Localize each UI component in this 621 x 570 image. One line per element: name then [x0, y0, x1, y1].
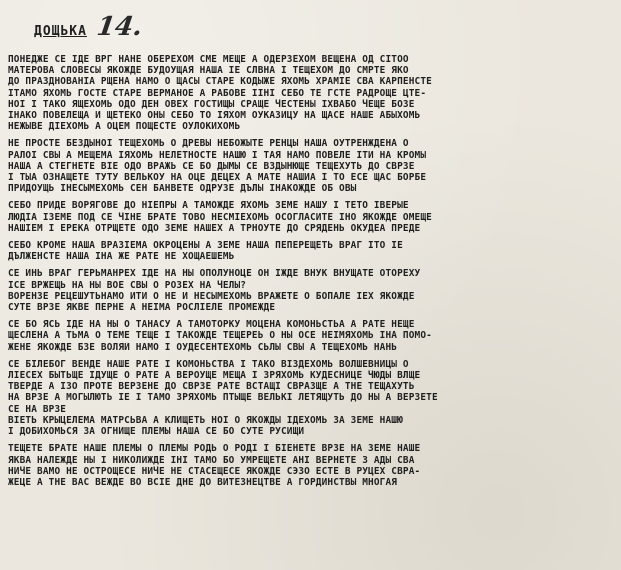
text-line: ЛЮДІА ІЗЕМЕ ПОД СЕ ЧІНЕ БРАТЕ ТОВО НЕСМІЕХОМЬ ОСОГЛАСИТЕ ІНО ЯКОЖДЕ ОМЕЩЕ [8, 211, 432, 223]
text-line: НЕЖЫВЕ ДІЕХОМЬ А ОЦЕМ ПОЩЕСТЕ ОУЛОКИХОМЬ [8, 121, 241, 133]
text-line: СУТЕ ВРЗЕ ЯКВЕ ПЕРНЕ А НЕІМА РОСЛІЕЛЕ ПРОМЕЖДЕ [8, 302, 276, 314]
text-line: НА ВРЗЕ А МОГЫЛЮТЬ ІЕ І ТАМО ЗРЯХОМЬ ПТЫЩЕ ВЕЛЬКІ ЛЕТЯЩУТЬ ДО НЫ А ВЕРЗЕТЕ [8, 392, 438, 404]
text-line: РАЛОІ СВЫ А МЕЩЕМА ІЯХОМЬ НЕЛЕТНОСТЕ НАШЮ І ТАЯ НАМО ПОВЕЛЕ ІТИ НА КРОМЫ [8, 149, 427, 161]
text-line: І ТЫА ОЗНАЩЕТЕ ТУТУ ВЕЛЬКОУ НА ОЦЕ ДЕЦЕХ А МАТЕ НАШИА І ТО ЕСЕ ЩАС БОРБЕ [8, 172, 427, 184]
text-line: НАШІЕМ І ЕРЕКА ОТРЩЕТЕ ОДО ЗЕМЕ НАШЕХ А ТРНОУТЕ ДО СРЯДЕНЬ ОКУДЕА ПРЕДЕ [8, 222, 421, 234]
paragraph [8, 268, 616, 313]
document-body [8, 54, 616, 494]
text-line: ЯКВА НАЛЕЖДЕ НЫ І НИКОЛИЖДЕ ІНІ ТАМО БО УМРЕЩЕТЕ АНІ ВЕРНЕТЕ З АДЫ СВА [8, 454, 415, 466]
text-line: ВІЕТЬ КРЫЦЕЛЕМА МАТРСЬВА А КЛИЩЕТЬ НОІ О ЯКОЖДЫ ІДЕХОМЬ ЗА ЗЕМЕ НАШЮ [8, 414, 403, 426]
text-line: ЛІЕСЕХ БЫТЬЩЕ ІДУЩЕ О РАТЕ А ВЕРОУЩЕ МЕЩА І ЗРЯХОМЬ КУДЕСНИЦЕ ЧЮДЫ ВЛЩЕ [8, 370, 421, 382]
text-line: НЕ ПРОСТЕ БЕЗДЫНОІ ТЕЩЕХОМЬ О ДРЕВЫ НЕБОЖЫТЕ РЕНЦЫ НАША ОУТРЕНЖДЕНА О [8, 138, 409, 150]
paragraph [8, 138, 616, 194]
paragraph [8, 443, 616, 488]
text-line: СЕБО КРОМЕ НАША ВРАЗІЕМА ОКРОЦЕНЫ А ЗЕМЕ НАША ПЕПЕРЕЩЕТЬ ВРАГ ІТО ІЕ [8, 240, 403, 252]
text-line: І ДОБИХОМЬСЯ ЗА ОГНИЩЕ ПЛЕМЫ НАША СЕ БО СУТЕ РУСИЩИ [8, 426, 305, 438]
paragraph [8, 200, 616, 234]
text-line: ДО ПРАЗДНОВАНІА РЩЕНА НАМО О ЩАСЫ СТАРЕ КОДЫЖЕ ЯХОМЬ ХРАМІЕ СВА КАРПЕНСТЕ [8, 76, 432, 88]
text-line: НАША А СТЕГНЕТЕ ВІЕ ОДО ВРАЖЬ СЕ БО ДЫМЫ СЕ ВЗДЫНЮЩЕ ТЕЩЕХУТЬ ДО СВРЗЕ [8, 160, 415, 172]
paragraph [8, 359, 616, 437]
paragraph [8, 240, 616, 262]
text-line: ЖЕЦЕ А ТНЕ ВАС ВЕЖДЕ ВО ВСІЕ ДНЕ ДО ВИТЕЗНЕЦТВЕ А ГОРДИНСТВЫ МНОГАЯ [8, 476, 398, 488]
text-line: ІСЕ ВРЖЕЩЬ НА НЫ ВОЕ СВЫ О РОЗЕХ НА ЧЕЛЫ? [8, 279, 247, 291]
text-line: ДЪЛЖЕНСТЕ НАША ІНА ЖЕ РАТЕ НЕ ХОЩАЕШЕМЬ [8, 251, 235, 263]
text-line: НИЧЕ ВАМО НЕ ОСТРОЩЕСЕ НИЧЕ НЕ СТАСЕЩЕСЕ ЯКОЖДЕ СЭЗО ЕСТЕ В РУЦЕХ СВРА- [8, 465, 421, 477]
page-title [34, 12, 145, 42]
text-line: НОІ І ТАКО ЯЩЕХОМЬ ОДО ДЕН ОВЕХ ГОСТИЩЫ СРАЩЕ ЧЕСТЕНЫ ІХВАБО ЧЕЩЕ БОЗЕ [8, 98, 415, 110]
text-line: СЕБО ПРИДЕ ВОРЯГОВЕ ДО НІЕПРЫ А ТАМОЖДЕ ЯХОМЬ ЗЕМЕ НАШУ І ТЕТО ІВЕРЫЕ [8, 200, 409, 212]
text-line: ВОРЕНЗЕ РЕЦЕШУТЬНАМО ИТИ О НЕ И НЕСЫМЕХОМЬ ВРАЖЕТЕ О БОПАЛЕ ІЕХ ЯКОЖДЕ [8, 290, 415, 302]
text-line: ІНАКО ПОВЕЛЕЩА И ЩЕТЕКО ОНЫ СЕБО ТО ІЯХОМ ОУКАЗИЦУ НА ЩАСЕ НАШЕ АБЫХОМЬ [8, 110, 421, 122]
text-line: СЕ ИНЬ ВРАГ ГЕРЬМАНРЕХ ІДЕ НА НЫ ОПОЛУНОЦЕ ОН ІЖДЕ ВНУК ВНУЩАТЕ ОТОРЕХУ [8, 268, 421, 280]
text-line: ПРИДОУЩЬ ІНЕСЫМЕХОМЬ СЕН БАНВЕТЕ ОДРУЗЕ ДЪЛЫ ІНАКОЖДЕ ОБ ОВЫ [8, 183, 357, 195]
text-line: ІТАМО ЯХОМЬ ГОСТЕ СТАРЕ ВЕРМАНОЕ А РАБОВЕ ІІНІ СЕБО ТЕ ГСТЕ РАДРОЩЕ ЦТЕ- [8, 87, 427, 99]
text-line: ТЕЩЕТЕ БРАТЕ НАШЕ ПЛЕМЫ О ПЛЕМЫ РОДЬ О РОДІ І БІЕНЕТЕ ВРЗЕ НА ЗЕМЕ НАШЕ [8, 443, 421, 455]
text-line: МАТЕРОВА СЛОВЕСЫ ЯКОЖДЕ БУДОУЩАЯ НАША ІЕ СЛВНА І ТЕЩЕХОМ ДО СМРТЕ ЯКО [8, 65, 409, 77]
text-line: ТВЕРДЕ А ІЗО ПРОТЕ ВЕРЗЕНЕ ДО СВРЗЕ РАТЕ ВСТАЩІ СВРАЗЩЕ А ТНЕ ТЕЩАХУТЬ [8, 381, 415, 393]
text-line: СЕ БІЛЕБОГ ВЕНДЕ НАШЕ РАТЕ І КОМОНЬСТВА І ТАКО ВІЗДЕХОМЬ ВОЛШЕВНИЦЫ О [8, 358, 409, 370]
text-line: ПОНЕДЖЕ СЕ ІДЕ ВРГ НАНЕ ОБЕРЕХОМ СМЕ МЕЩЕ А ОДЕРЗЕХОМ ВЕЩЕНА ОД СІТОО [8, 54, 409, 65]
text-line: ЩЕСЛЕНА А ТЬМА О ТЕМЕ ТЕЩЕ І ТАКОЖДЕ ТЕЩЕРЕЬ О НЫ ОСЕ НЕІМЯХОМЬ ІНА ПОМО- [8, 330, 432, 342]
text-line: ЖЕНЕ ЯКОЖДЕ БЗЕ ВОЛЯЙ НАМО І ОУДЕСЕНТЕХОМЬ СЬЛЫ СВЫ А ТЕЩЕХОМЬ НАНЬ [8, 341, 398, 353]
text-line: СЕ НА ВРЗЕ [8, 403, 67, 415]
title-number: 14. [94, 12, 145, 42]
title-word: ДОЩЬКА [34, 24, 87, 39]
paragraph [8, 54, 616, 132]
text-line: СЕ БО ЯСЬ ІДЕ НА НЫ О ТАНАСУ А ТАМОТОРКУ МОЦЕНА КОМОНЬСТЬА А РАТЕ НЕЩЕ [8, 319, 415, 331]
paragraph [8, 319, 616, 353]
